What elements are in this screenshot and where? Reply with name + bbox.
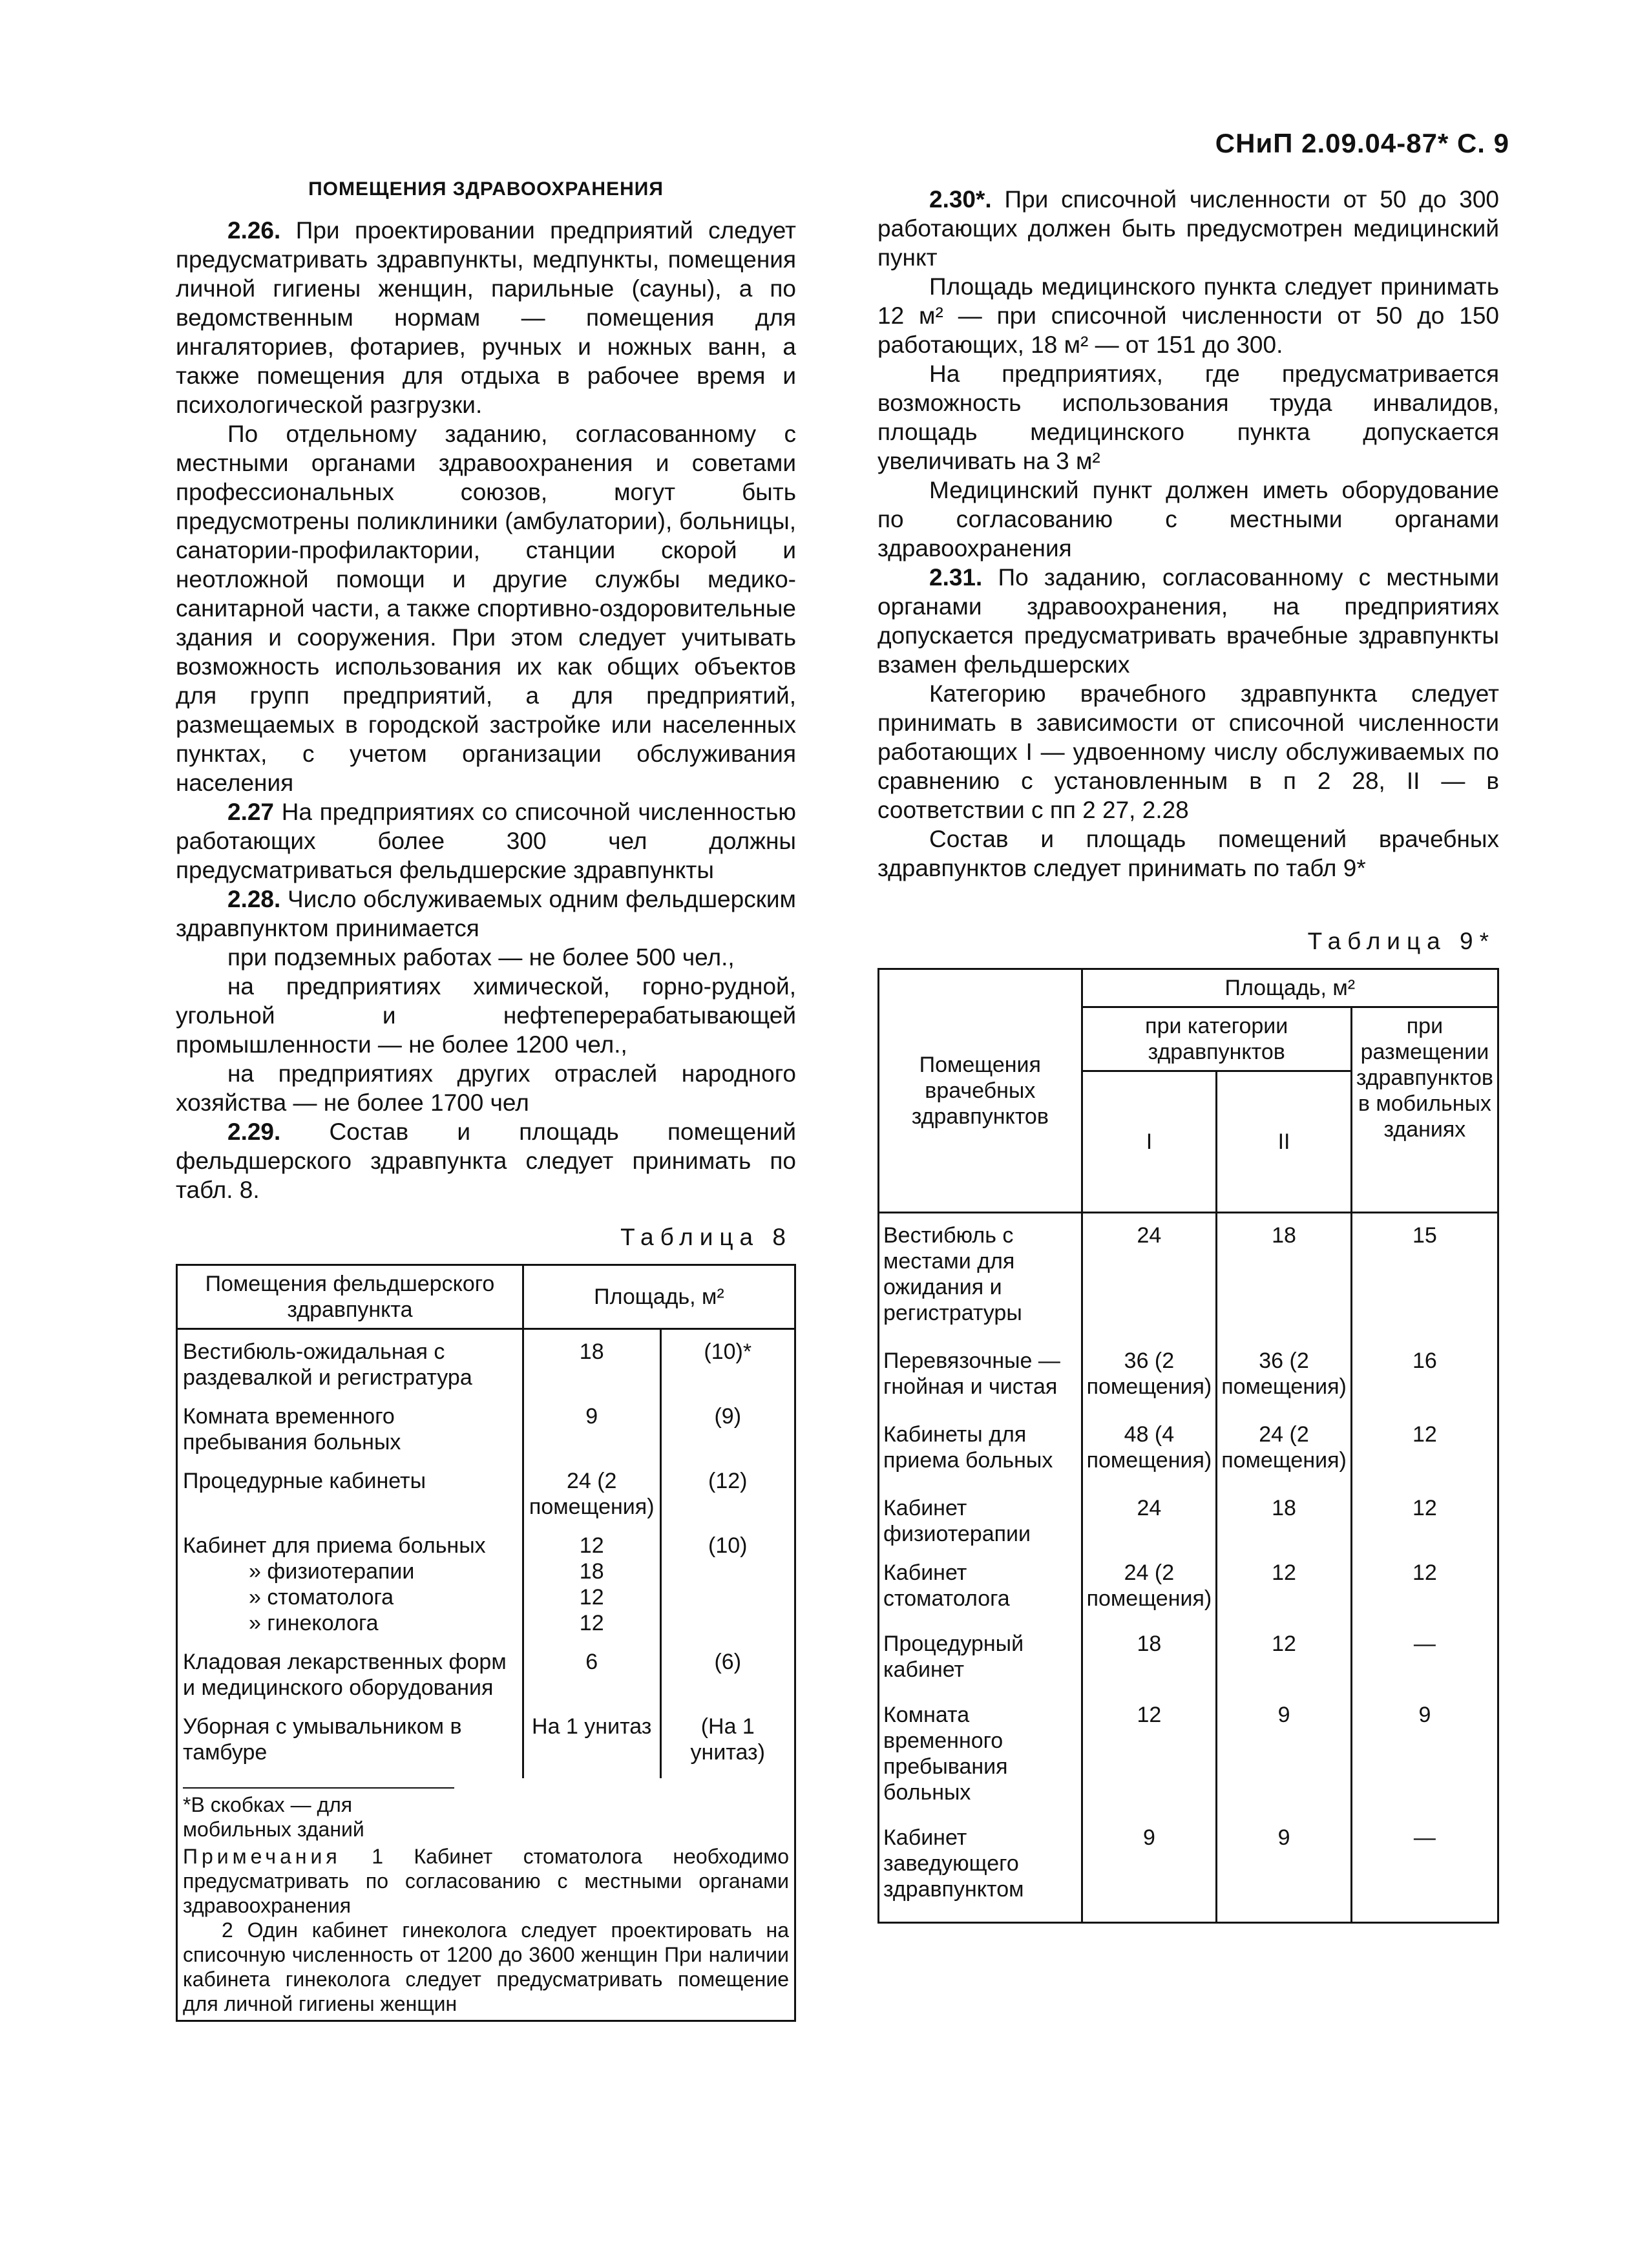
paragraph-2-31: [877, 563, 1499, 679]
table-row: [177, 1640, 795, 1705]
paragraph-2-28-b: на предприятиях химической, горно-рудной, угольной и нефтеперерабатывающей промышленности — не более 1200 чел.,: [176, 973, 796, 1058]
table-9-caption: Таблица 9*: [1307, 928, 1495, 954]
table-cell: (6): [714, 1650, 742, 1674]
table-9: [877, 968, 1499, 1924]
table-cell: 12: [1217, 1615, 1352, 1686]
table-cell: Перевязочные — гнойная и чистая: [879, 1330, 1082, 1403]
table-cell: На 1 унитаз: [523, 1705, 660, 1778]
table-row: [879, 1477, 1498, 1551]
table-cell: 36 (2 помещения): [1082, 1330, 1217, 1403]
table-notes: [177, 1778, 795, 2021]
section-title: ПОМЕЩЕНИЯ ЗДРАВООХРАНЕНИЯ: [308, 178, 664, 200]
column-header: II: [1217, 1071, 1352, 1213]
table-cell: Кладовая лекарственных форм и медицинского оборудования: [177, 1640, 523, 1705]
table-cell: » физиотерапии: [177, 1559, 523, 1584]
table-cell: 24 (2 помещения): [1082, 1551, 1217, 1615]
table-cell: 9: [1217, 1686, 1352, 1809]
paragraph-2-28: [176, 885, 796, 943]
paragraph-text: По заданию, согласованному с местными органами здравоохранения, на предприятиях допускается предусматривать врачебные здравпункты взамен фельдшерских: [877, 564, 1499, 678]
table-row: [879, 1213, 1498, 1330]
column-header: при размещении здравпунктов в мобильных зданиях: [1351, 1007, 1498, 1213]
table-cell: 24 (2 помещения): [1217, 1403, 1352, 1477]
table-cell: 18: [523, 1559, 660, 1584]
table-cell: 12: [1217, 1551, 1352, 1615]
table-cell: » гинеколога: [177, 1610, 523, 1640]
table-cell: 18: [1082, 1615, 1217, 1686]
table-cell: (10)*: [704, 1339, 752, 1364]
paragraph-2-26-b: По отдельному заданию, согласованному с местными органами здравоохранения и советами профессиональных союзов, могут быть предусмотрены поликлиники (амбулатории), больницы, санатории-профилактории, станции скорой и неотложной помощи и другие службы медико-санитарной части, а также спортивно-оздоровительные здания и сооружения. При этом следует учитывать возможность использования их как общих объектов для групп предприятий, а для предприятий, размещаемых в городской застройке или населенных пунктах, с учетом организации обслуживания населения: [176, 421, 796, 796]
table-row: [879, 1615, 1498, 1686]
notes-label: Примечания: [183, 1845, 341, 1868]
table-8-caption: Таблица 8: [620, 1224, 792, 1250]
table-row: [879, 1330, 1498, 1403]
table-row: [879, 1551, 1498, 1615]
table-cell: 18: [1217, 1477, 1352, 1551]
paragraph-2-30-d: Медицинский пункт должен иметь оборудование по согласованию с местными органами здравоохранения: [877, 477, 1499, 562]
clause-number: 2.26.: [227, 217, 281, 244]
table-cell: (10): [708, 1533, 748, 1558]
table-cell: 12: [1413, 1422, 1437, 1447]
page-header: СНиП 2.09.04-87* С. 9: [1215, 128, 1509, 158]
table-cell: Комната временного пребывания больных: [177, 1394, 523, 1459]
table-cell: 36 (2 помещения): [1217, 1330, 1352, 1403]
paragraph-text: При списочной численности от 50 до 300 работающих должен быть предусмотрен медицинский пункт: [877, 186, 1499, 271]
table-cell: [660, 1559, 795, 1584]
paragraph-text: На предприятиях со списочной численностью работающих более 300 чел должны предусматриваться фельдшерские здравпункты: [176, 799, 797, 883]
paragraph-text: При проектировании предприятий следует предусматривать здравпункты, медпункты, помещения личной гигиены женщин, парильные (сауны), а по ведомственным нормам — помещения для ингаляториев, фотариев, ручных и ножных ванн, а также помещения для отдыха в рабочее время и психологической разгрузки.: [176, 217, 796, 418]
table-row: [177, 1584, 795, 1610]
note-1: [183, 1844, 789, 1918]
table-cell: 12: [1413, 1560, 1437, 1585]
paragraph-2-29: [176, 1117, 796, 1204]
table-row: [177, 1610, 795, 1640]
table-cell: Процедурный кабинет: [879, 1615, 1082, 1686]
table-cell: 12: [523, 1524, 660, 1559]
table-cell: 15: [1351, 1213, 1498, 1330]
table-cell: 18: [523, 1329, 660, 1395]
table-row: [177, 1329, 795, 1395]
table-row: [177, 1705, 795, 1778]
table-cell: 9: [523, 1394, 660, 1459]
table-cell: Вестибюль-ожидальная с раздевалкой и регистратура: [177, 1329, 523, 1395]
table-cell: » стоматолога: [177, 1584, 523, 1610]
table-cell: Кабинеты для приема больных: [879, 1403, 1082, 1477]
paragraph-2-30-c: На предприятиях, где предусматривается возможность использования труда инвалидов, площадь медицинского пункта допускается увеличивать на 3 м²: [877, 361, 1499, 474]
table-cell: 9: [1082, 1809, 1217, 1923]
table-row: [879, 1686, 1498, 1809]
table-cell: 6: [523, 1640, 660, 1705]
table-cell: [660, 1584, 795, 1610]
paragraph-2-31-c: Состав и площадь помещений врачебных здравпунктов следует принимать по табл 9*: [877, 826, 1499, 881]
paragraph-2-30-b: Площадь медицинского пункта следует принимать 12 м² — при списочной численности от 50 до 150 работающих, 18 м² — от 151 до 300.: [877, 273, 1499, 358]
table-cell: (На 1 унитаз): [690, 1714, 765, 1765]
table-cell: (12): [708, 1469, 748, 1493]
table-cell: Кабинет заведующего здравпунктом: [879, 1809, 1082, 1923]
table-cell: 24 (2 помещения): [523, 1459, 660, 1524]
table-row: [177, 1459, 795, 1524]
column-header: Площадь, м²: [523, 1265, 795, 1329]
table-cell: 9: [1418, 1703, 1431, 1727]
table-row: [177, 1524, 795, 1559]
table-footnote: *В скобках — для мобильных зданий: [183, 1787, 454, 1842]
table-cell: Процедурные кабинеты: [177, 1459, 523, 1524]
clause-number: 2.29.: [227, 1118, 281, 1145]
column-header: Помещения врачебных здравпунктов: [879, 969, 1082, 1213]
column-header: Помещения фельдшерского здравпункта: [177, 1265, 523, 1329]
column-header: I: [1082, 1071, 1217, 1213]
table-cell: 9: [1217, 1809, 1352, 1923]
table-cell: 24: [1082, 1477, 1217, 1551]
table-cell: [660, 1610, 795, 1640]
table-cell: 48 (4 помещения): [1082, 1403, 1217, 1477]
table-header-row: [879, 969, 1498, 1007]
paragraph-2-26: [176, 216, 796, 419]
table-cell: Комната временного пребывания больных: [879, 1686, 1082, 1809]
clause-number: 2.28.: [227, 886, 281, 912]
table-cell: 24: [1082, 1213, 1217, 1330]
table-cell: —: [1413, 1632, 1436, 1656]
table-cell: 18: [1217, 1213, 1352, 1330]
table-cell: 12: [523, 1610, 660, 1640]
clause-number: 2.27: [227, 799, 275, 825]
table-header-row: [177, 1265, 795, 1329]
paragraph-2-31-b: Категорию врачебного здравпункта следует принимать в зависимости от списочной численности работающих I — удвоенному числу обслуживаемых по сравнению с установленным в п 2 28, II — в соответствии с пп 2 27, 2.28: [877, 680, 1499, 823]
paragraph-text: Состав и площадь помещений фельдшерского здравпункта следует принимать по табл. 8.: [176, 1118, 797, 1203]
table-cell: Уборная с умывальником в тамбуре: [177, 1705, 523, 1778]
table-cell: 12: [523, 1584, 660, 1610]
table-cell: —: [1413, 1825, 1436, 1850]
table-row: [177, 1559, 795, 1584]
clause-number: 2.31.: [929, 564, 983, 591]
table-row: [177, 1394, 795, 1459]
right-column: [877, 185, 1499, 1924]
column-header: при категории здравпунктов: [1082, 1007, 1351, 1071]
left-column: [176, 174, 796, 2022]
note-2: 2 Один кабинет гинеколога следует проектировать на списочную численность от 1200 до 3600 женщин При наличии кабинета гинеколога следует предусматривать помещение для личной гигиены женщин: [183, 1918, 789, 2015]
table-cell: Кабинет стоматолога: [879, 1551, 1082, 1615]
note-text: 1 Кабинет стоматолога необходимо предусматривать по согласованию с местными органами здравоохранения: [183, 1845, 790, 1917]
table-cell: Кабинет для приема больных: [177, 1524, 523, 1559]
table-cell: 12: [1413, 1496, 1437, 1520]
table-cell: Кабинет физиотерапии: [879, 1477, 1082, 1551]
paragraph-2-27: [176, 797, 796, 885]
table-cell: 16: [1413, 1349, 1437, 1373]
table-row: [879, 1809, 1498, 1923]
table-notes-row: [177, 1778, 795, 2021]
paragraph-2-28-a: при подземных работах — не более 500 чел.,: [227, 944, 735, 971]
table-cell: Вестибюль с местами для ожидания и регистратуры: [879, 1213, 1082, 1330]
clause-number: 2.30*.: [929, 186, 992, 213]
paragraph-2-28-c: на предприятиях других отраслей народного хозяйства — не более 1700 чел: [176, 1060, 796, 1116]
paragraph-text: Число обслуживаемых одним фельдшерским здравпунктом принимается: [176, 886, 796, 941]
table-row: [879, 1403, 1498, 1477]
paragraph-2-30: [877, 185, 1499, 272]
column-header: Площадь, м²: [1082, 969, 1498, 1007]
table-cell: 12: [1082, 1686, 1217, 1809]
table-cell: (9): [714, 1404, 742, 1429]
table-8: [176, 1264, 796, 2022]
